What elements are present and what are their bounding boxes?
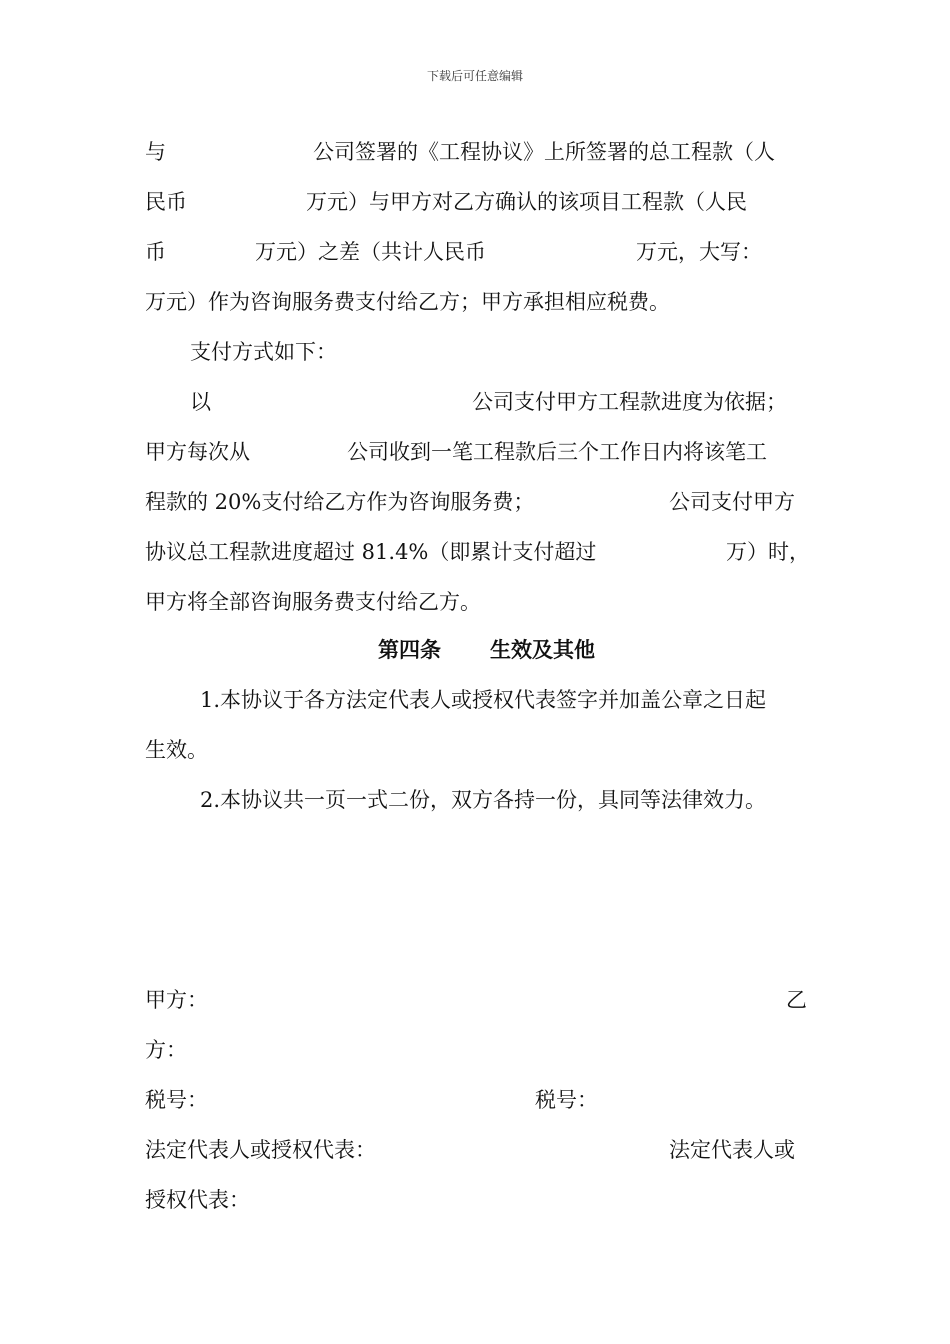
party-b-rep-label-part2: 授权代表：: [145, 1188, 250, 1212]
party-b-label-part2: 方：: [145, 1038, 187, 1062]
party-a-rep-label: 法定代表人或授权代表：: [145, 1138, 376, 1162]
payment-line1-rest: 公司支付甲方工程款进度为依据；: [472, 390, 787, 414]
article4-heading-number: 第四条: [378, 638, 441, 662]
party-a-label: 甲方：: [145, 988, 208, 1012]
payment-line2-rest: 公司收到一笔工程款后三个工作日内将该笔工: [347, 440, 767, 464]
party-a-tax-label: 税号：: [145, 1088, 208, 1112]
party-b-label-part1: 乙: [786, 988, 807, 1012]
payment-line1-start: 以: [190, 390, 211, 414]
party-b-rep-label-part1: 法定代表人或: [669, 1138, 795, 1162]
payment-line5: 甲方将全部咨询服务费支付给乙方。: [145, 590, 481, 614]
para1-line2-start: 民币: [145, 190, 187, 214]
para1-line4: 万元）作为咨询服务费支付给乙方；甲方承担相应税费。: [145, 290, 670, 314]
para1-line2-rest: 万元）与甲方对乙方确认的该项目工程款（人民: [306, 190, 747, 214]
payment-line3-end: 公司支付甲方: [669, 490, 795, 514]
payment-line2-start: 甲方每次从: [145, 440, 250, 464]
article4-item1-line2: 生效。: [145, 738, 208, 762]
party-b-tax-label: 税号：: [535, 1088, 598, 1112]
payment-line4-end: 万）时，: [726, 540, 810, 564]
para1-line3-end: 万元，大写：: [636, 240, 762, 264]
article4-heading-title: 生效及其他: [490, 638, 595, 662]
page-header: 下载后可任意编辑: [426, 69, 523, 83]
para1-line1-rest: 公司签署的《工程协议》上所签署的总工程款（人: [313, 140, 775, 164]
payment-title: 支付方式如下：: [190, 340, 337, 364]
article4-item2: 2.本协议共一页一式二份，双方各持一份，具同等法律效力。: [200, 788, 767, 812]
para1-line3-mid: 万元）之差（共计人民币: [255, 240, 486, 264]
para1-line3-start: 币: [145, 240, 166, 264]
para1-line1-start: 与: [145, 140, 166, 164]
payment-line3-start: 程款的 20%支付给乙方作为咨询服务费；: [145, 490, 535, 514]
article4-item1-line1: 1.本协议于各方法定代表人或授权代表签字并加盖公章之日起: [200, 688, 767, 712]
payment-line4-start: 协议总工程款进度超过 81.4%（即累计支付超过: [145, 540, 597, 564]
